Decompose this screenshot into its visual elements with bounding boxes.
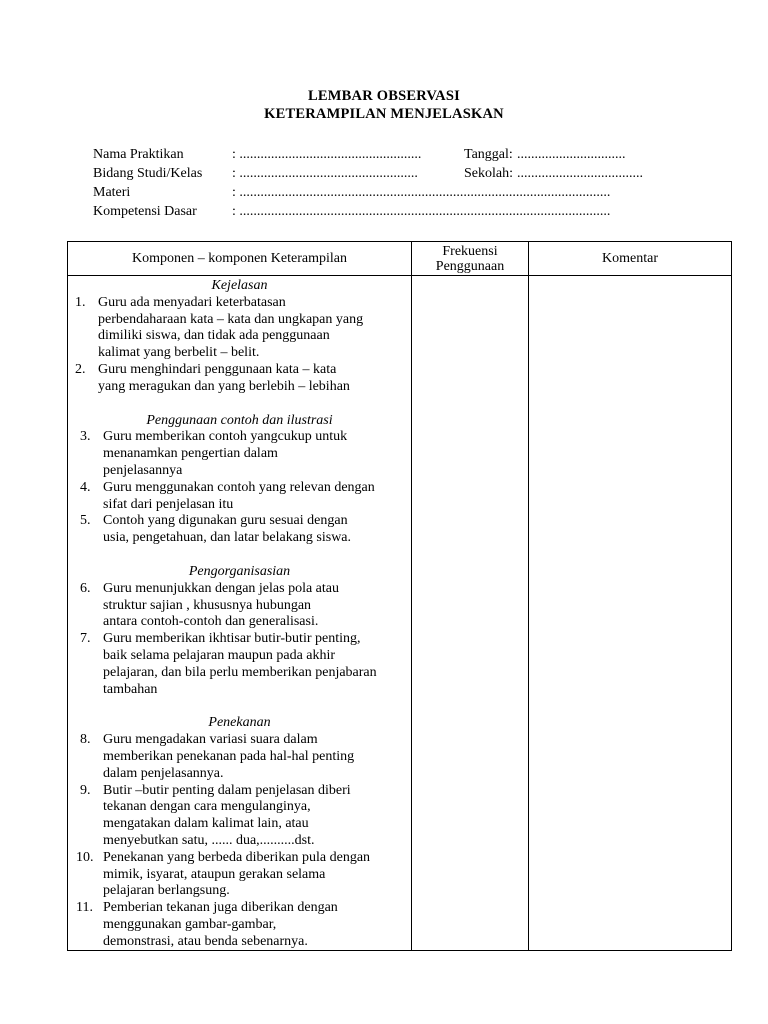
- criterion-item: [68, 362, 411, 396]
- table-header-row: [68, 242, 732, 276]
- criterion-text-line: pelajaran berlangsung.: [103, 883, 230, 899]
- sekolah-label: Sekolah:: [464, 166, 513, 181]
- bidang-label: Bidang Studi/Kelas: [93, 166, 203, 181]
- criterion-item: [68, 732, 411, 782]
- nama-label: Nama Praktikan: [93, 147, 184, 162]
- criterion-text-line: Guru menunjukkan dengan jelas pola atau: [103, 580, 339, 596]
- criterion-text-line: Pemberian tekanan juga diberikan dengan: [103, 900, 338, 916]
- criterion-text-line: menggunakan gambar-gambar,: [103, 916, 277, 932]
- criterion-item: [68, 581, 411, 631]
- komentar-cell[interactable]: [529, 276, 732, 951]
- criterion-number: 5.: [80, 513, 91, 529]
- criterion-text-line: memberikan penekanan pada hal-hal penting: [103, 748, 355, 764]
- criterion-item: [68, 513, 411, 547]
- criterion-text-line: penjelasannya: [103, 462, 183, 478]
- criterion-text-line: Guru memberikan contoh yangcukup untuk: [103, 429, 348, 445]
- sekolah-field: ....................................: [517, 166, 643, 181]
- criterion-text-line: Guru mengadakan variasi suara dalam: [103, 732, 318, 748]
- document-title: LEMBAR OBSERVASI: [308, 88, 460, 104]
- section-title: Penekanan: [208, 715, 271, 731]
- komponen-list: [68, 276, 411, 950]
- tanggal-label: Tanggal:: [464, 147, 513, 162]
- section-spacer: [68, 547, 411, 564]
- criterion-text-line: perbendaharaan kata – kata dan ungkapan yang: [98, 311, 364, 327]
- kompetensi-label: Kompetensi Dasar: [93, 204, 197, 219]
- criterion-text-line: tekanan dengan cara mengulanginya,: [103, 799, 311, 815]
- criterion-text-line: demonstrasi, atau benda sebenarnya.: [103, 933, 308, 949]
- nama-field: : ....................................................: [232, 147, 422, 162]
- section-title: Pengorganisasian: [188, 563, 291, 579]
- criterion-item: [68, 631, 411, 698]
- criterion-text-line: dimiliki siswa, dan tidak ada penggunaan: [98, 328, 330, 344]
- komponen-cell: [68, 276, 412, 951]
- criterion-text-line: Guru memberikan ikhtisar butir-butir penting,: [103, 631, 361, 647]
- criterion-number: 4.: [80, 479, 91, 495]
- section-title: Kejelasan: [211, 278, 268, 293]
- criterion-text-line: yang meragukan dan yang berlebih – lebihan: [98, 378, 350, 394]
- criterion-number: 8.: [80, 732, 91, 748]
- criterion-text-line: mengatakan dalam kalimat lain, atau: [103, 816, 309, 832]
- criterion-item: [68, 900, 411, 950]
- section-spacer: [68, 698, 411, 715]
- criterion-text-line: Butir –butir penting dalam penjelasan diberi: [103, 782, 351, 798]
- criterion-text-line: tambahan: [103, 681, 158, 697]
- criterion-number: 2.: [75, 361, 86, 377]
- criterion-text-line: pelajaran, dan bila perlu memberikan penjabaran: [103, 664, 377, 680]
- criterion-text-line: dalam penjelasannya.: [103, 765, 224, 781]
- frekuensi-cell[interactable]: [412, 276, 529, 951]
- criterion-number: 10.: [76, 849, 94, 865]
- criterion-item: [68, 429, 411, 479]
- header-komentar: Komentar: [529, 242, 732, 276]
- document-subtitle: KETERAMPILAN MENJELASKAN: [264, 106, 504, 122]
- criterion-text-line: Guru menghindari penggunaan kata – kata: [98, 361, 337, 377]
- header-frekuensi-line1: Frekuensi: [442, 243, 498, 259]
- tanggal-field: ...............................: [517, 147, 626, 162]
- criterion-text-line: baik selama pelajaran maupun pada akhir: [103, 647, 336, 663]
- criterion-text-line: usia, pengetahuan, dan latar belakang siswa.: [103, 530, 352, 546]
- criterion-number: 11.: [76, 900, 93, 916]
- criterion-item: [68, 480, 411, 514]
- criterion-number: 6.: [80, 580, 91, 596]
- bidang-field: : ...................................................: [232, 166, 418, 181]
- criterion-item: [68, 783, 411, 850]
- table-body-row: [68, 276, 732, 951]
- criterion-text-line: antara contoh-contoh dan generalisasi.: [103, 614, 319, 630]
- criterion-text-line: sifat dari penjelasan itu: [103, 496, 234, 512]
- section-spacer: [68, 396, 411, 413]
- criterion-item: [68, 295, 411, 362]
- kompetensi-field: : ..........................................................................................................: [232, 204, 611, 219]
- observation-table: [67, 241, 732, 951]
- criterion-item: [68, 850, 411, 900]
- criterion-text-line: menyebutkan satu, ...... dua,..........dst.: [103, 832, 315, 848]
- materi-label: Materi: [93, 185, 131, 200]
- section-title: Penggunaan contoh dan ilustrasi: [146, 412, 333, 428]
- criterion-text-line: mimik, isyarat, ataupun gerakan selama: [103, 866, 326, 882]
- header-frekuensi: [412, 242, 529, 276]
- criterion-number: 9.: [80, 782, 91, 798]
- criterion-text-line: Contoh yang digunakan guru sesuai dengan: [103, 513, 348, 529]
- header-komponen: Komponen – komponen Keterampilan: [68, 242, 412, 276]
- materi-field: : ..........................................................................................................: [232, 185, 611, 200]
- criterion-number: 1.: [75, 294, 86, 310]
- header-frekuensi-line2: Penggunaan: [435, 258, 505, 274]
- criterion-text-line: struktur sajian , khususnya hubungan: [103, 597, 312, 613]
- criterion-number: 3.: [80, 429, 91, 445]
- criterion-text-line: Guru menggunakan contoh yang relevan dengan: [103, 479, 375, 495]
- criterion-text-line: kalimat yang berbelit – belit.: [98, 345, 260, 361]
- criterion-text-line: Penekanan yang berbeda diberikan pula dengan: [103, 849, 371, 865]
- criterion-text-line: Guru ada menyadari keterbatasan: [98, 294, 286, 310]
- criterion-text-line: menanamkan pengertian dalam: [103, 446, 278, 462]
- criterion-number: 7.: [80, 631, 91, 647]
